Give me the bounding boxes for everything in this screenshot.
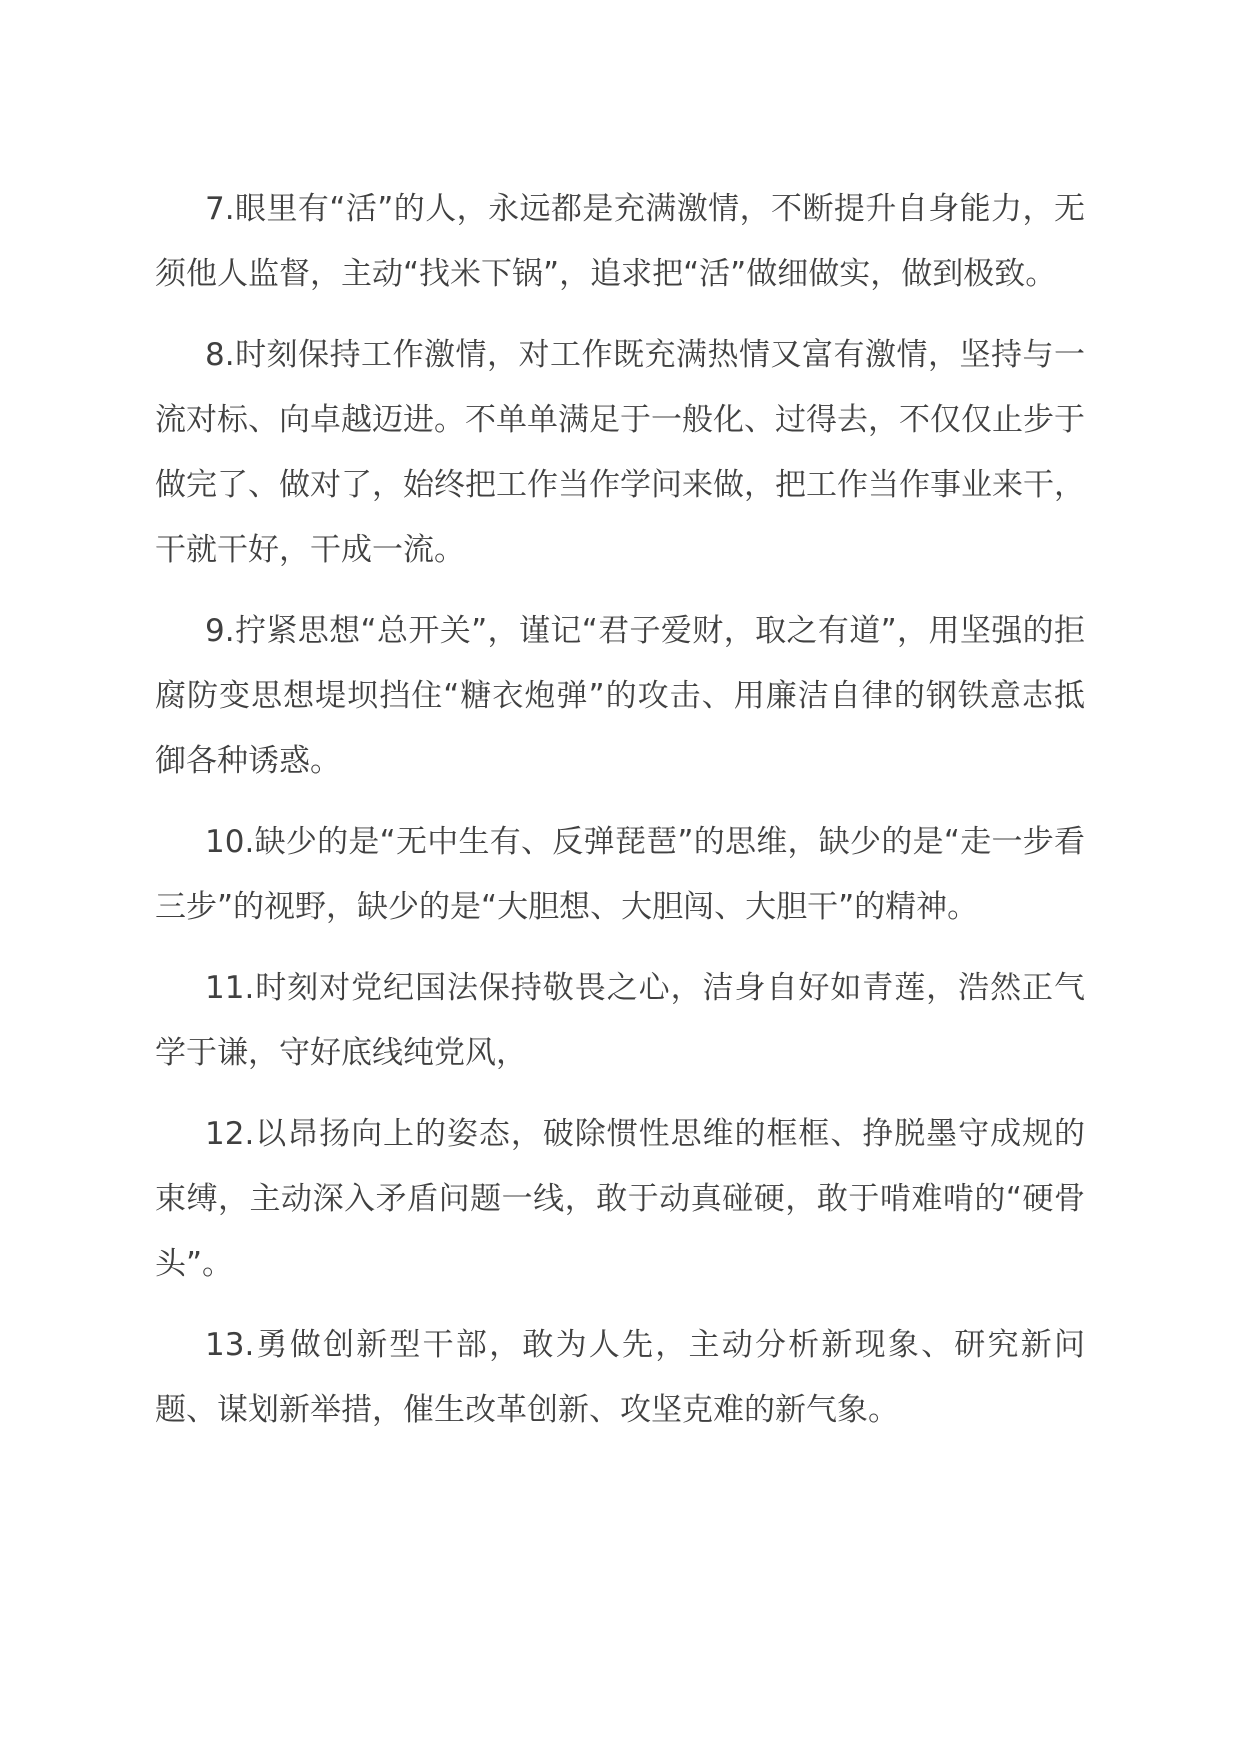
paragraph-8: 8.时刻保持工作激情，对工作既充满热情又富有激情，坚持与一流对标、向卓越迈进。不单单满足于一般化、过得去，不仅仅止步于做完了、做对了，始终把工作当作学问来做，把工作当作事业来干，干就干好，干成一流。 [155,337,1085,568]
paragraph-13: 13.勇做创新型干部，敢为人先，主动分析新现象、研究新问题、谋划新举措，催生改革创新、攻坚克难的新气象。 [155,1327,1085,1428]
paragraph-11: 11.时刻对党纪国法保持敬畏之心，洁身自好如青莲，浩然正气学于谦，守好底线纯党风， [155,970,1085,1071]
paragraph-10: 10.缺少的是“无中生有、反弹琵琶”的思维，缺少的是“走一步看三步”的视野，缺少的是“大胆想、大胆闯、大胆干”的精神。 [155,824,1085,925]
document-body [155,177,1085,1459]
paragraph-7: 7.眼里有“活”的人，永远都是充满激情，不断提升自身能力，无须他人监督，主动“找米下锅”，追求把“活”做细做实，做到极致。 [155,191,1085,292]
paragraph-9: 9.拧紧思想“总开关”，谨记“君子爱财，取之有道”，用坚强的拒腐防变思想堤坝挡住“糖衣炮弹”的攻击、用廉洁自律的钢铁意志抵御各种诱惑。 [155,613,1085,779]
paragraph-12: 12.以昂扬向上的姿态，破除惯性思维的框框、挣脱墨守成规的束缚，主动深入矛盾问题一线，敢于动真碰硬，敢于啃难啃的“硬骨头”。 [155,1116,1085,1282]
